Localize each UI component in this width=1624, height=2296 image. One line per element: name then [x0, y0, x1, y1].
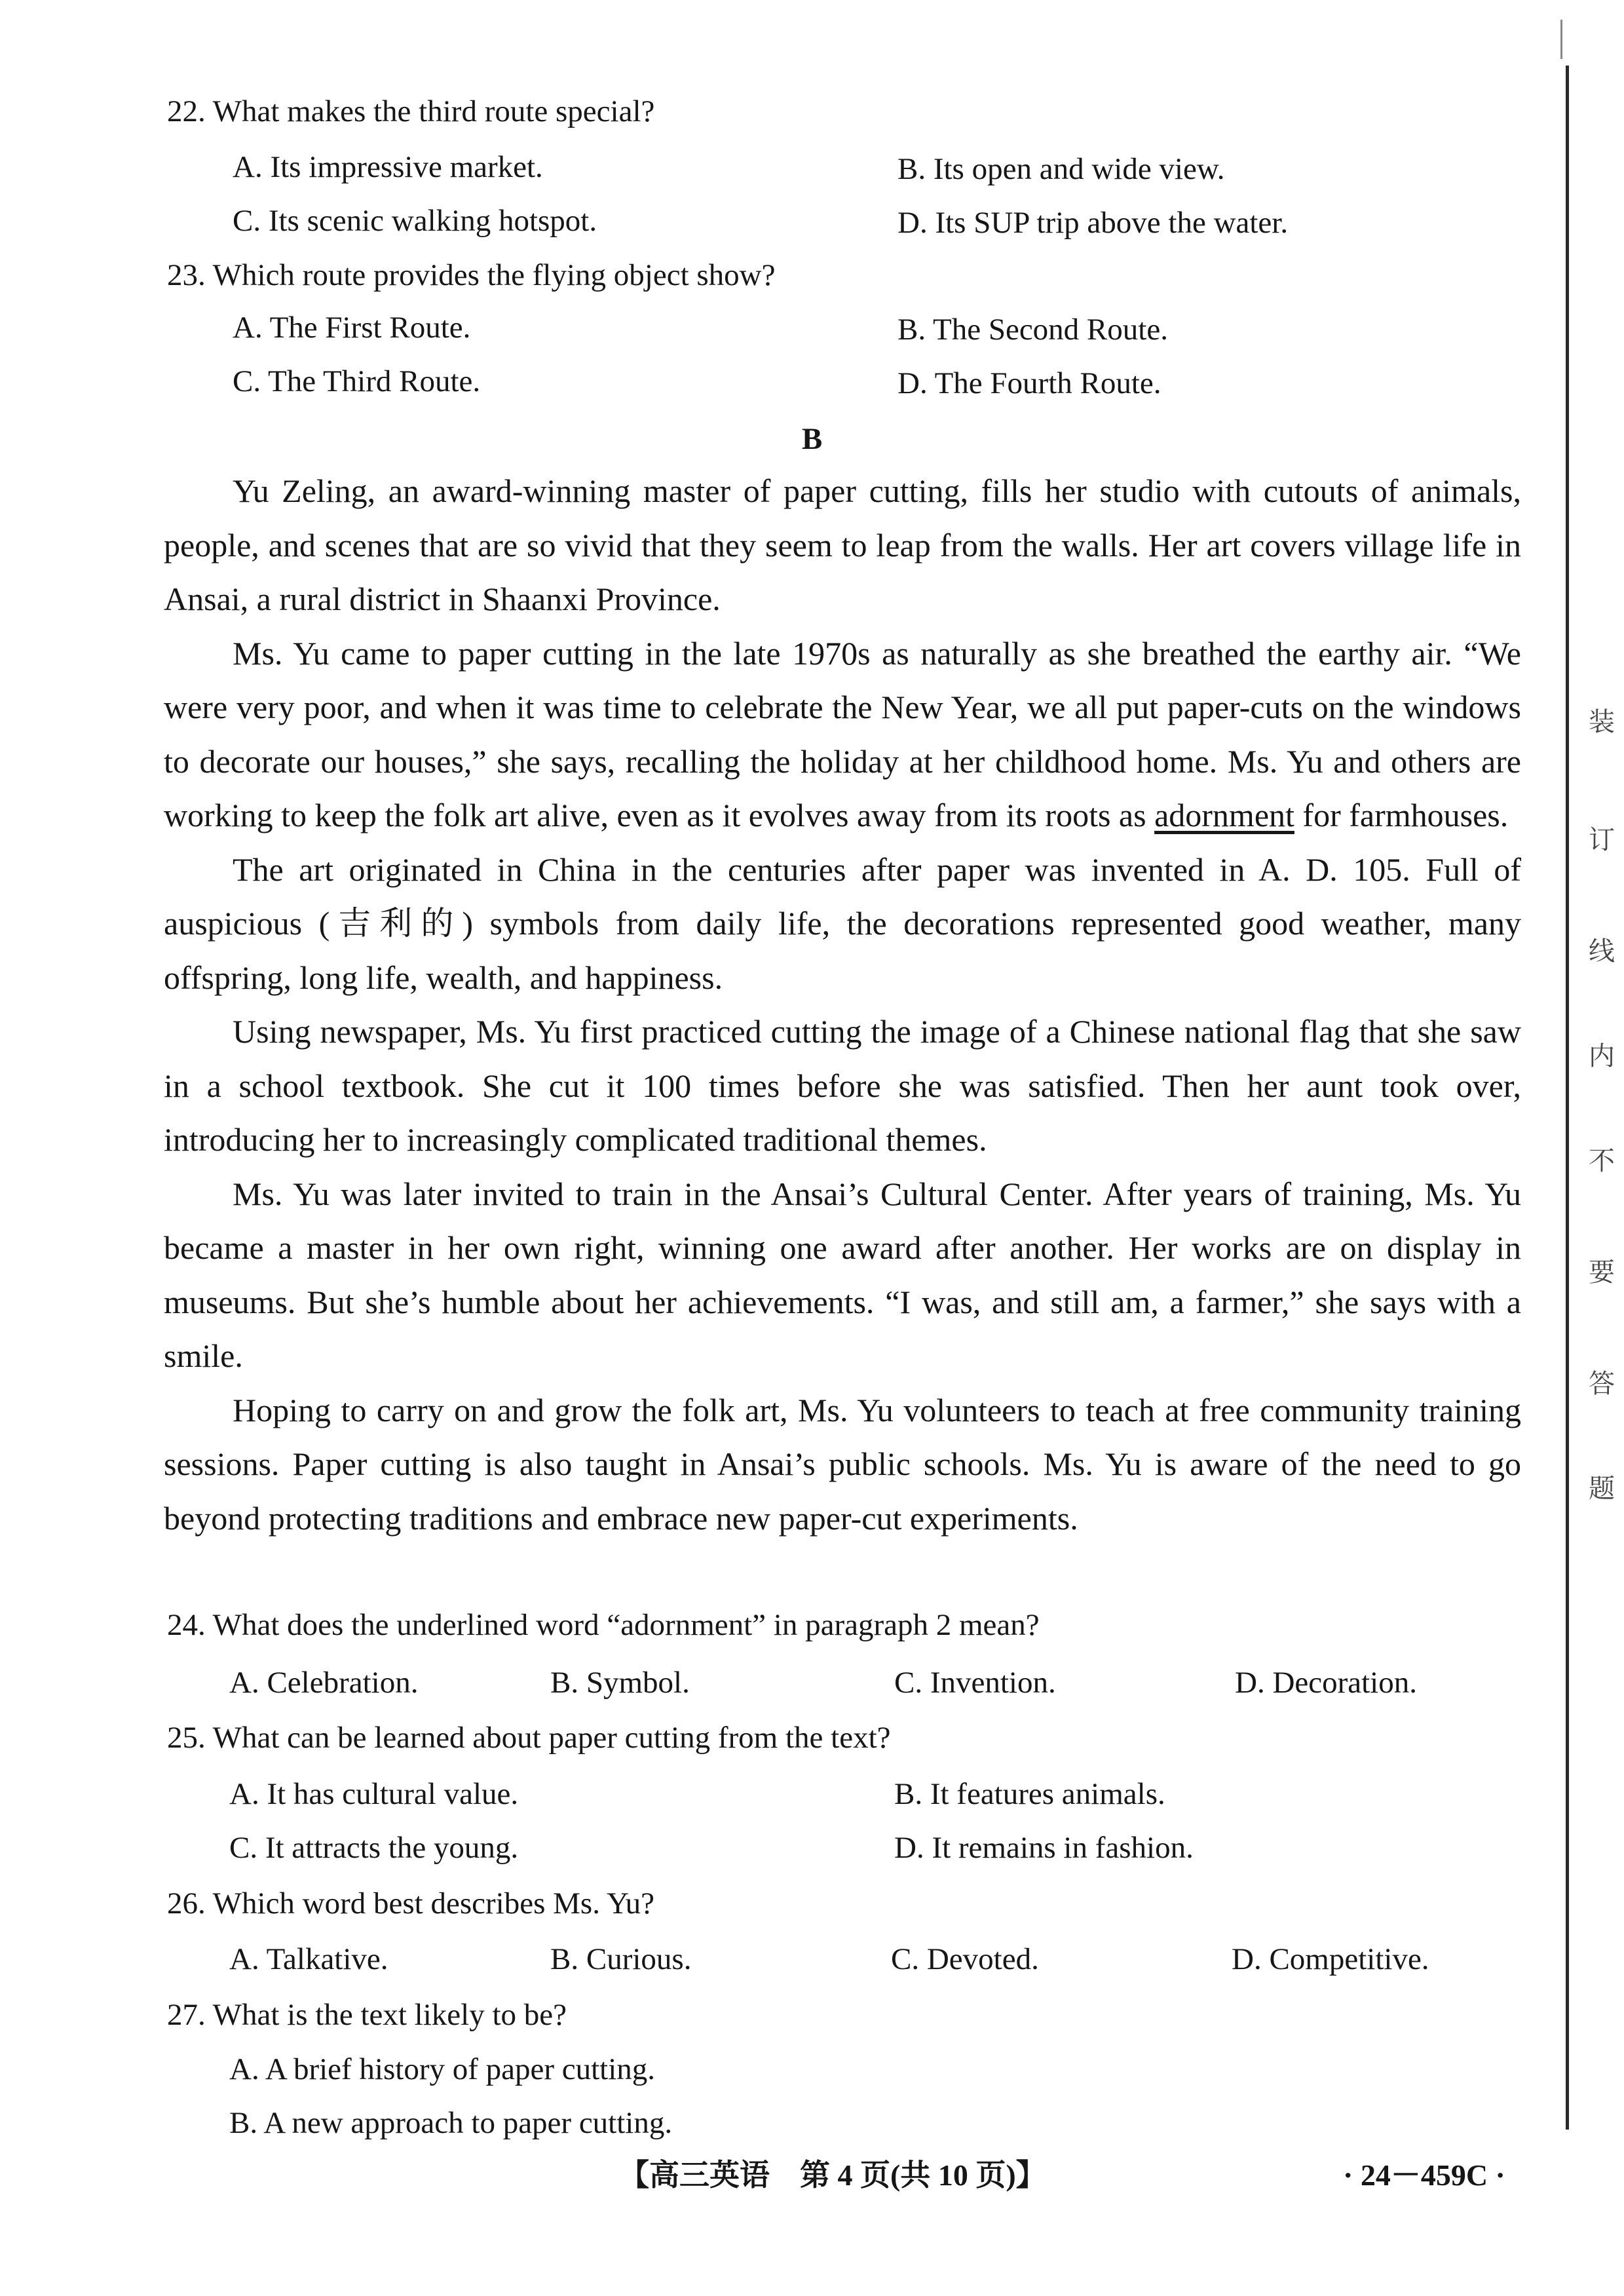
question-23-stem: 23. Which route provides the flying object show? — [167, 258, 776, 292]
binding-char-8: 题 — [1589, 1474, 1615, 1503]
binding-char-5: 不 — [1589, 1146, 1615, 1176]
binding-char-4: 内 — [1589, 1041, 1615, 1071]
question-27-option-a: A. A brief history of paper cutting. — [229, 2052, 656, 2086]
question-22-option-a: A. Its impressive market. — [233, 150, 543, 184]
question-22-option-d: D. Its SUP trip above the water. — [897, 206, 1289, 240]
section-title: B — [801, 422, 823, 456]
paragraph-2-text-after: for farmhouses. — [1294, 797, 1509, 833]
binding-line-top — [1560, 20, 1562, 59]
binding-char-3: 线 — [1589, 936, 1615, 966]
question-24-option-b: B. Symbol. — [550, 1666, 690, 1700]
question-27-option-b: B. A new approach to paper cutting. — [229, 2106, 673, 2140]
paragraph-1: Yu Zeling, an award-winning master of paper cutting, fills her studio with cutouts of animals, people, and scenes that are so vivid that they seem to leap from the walls. Her art covers village life in Ansai, a rural district in Shaanxi Province. — [164, 472, 1521, 617]
question-26-option-b: B. Curious. — [550, 1942, 692, 1976]
paper-code: · 24－459C · — [1343, 2158, 1505, 2192]
question-24-stem: 24. What does the underlined word “adornment” in paragraph 2 mean? — [167, 1608, 1040, 1642]
binding-char-7: 答 — [1589, 1369, 1615, 1398]
question-24-option-c: C. Invention. — [894, 1666, 1056, 1700]
question-23-option-c: C. The Third Route. — [233, 364, 481, 398]
question-25-option-c: C. It attracts the young. — [229, 1831, 519, 1865]
question-26-option-c: C. Devoted. — [891, 1942, 1039, 1976]
question-26-stem: 26. Which word best describes Ms. Yu? — [167, 1886, 655, 1921]
question-25-stem: 25. What can be learned about paper cutting from the text? — [167, 1721, 891, 1755]
question-25-option-b: B. It features animals. — [894, 1777, 1165, 1811]
question-25-option-a: A. It has cultural value. — [229, 1777, 519, 1811]
binding-line — [1566, 66, 1569, 2130]
binding-char-2: 订 — [1589, 825, 1615, 854]
question-24-option-a: A. Celebration. — [229, 1666, 419, 1700]
underlined-word: adornment — [1154, 797, 1294, 833]
question-22-option-b: B. Its open and wide view. — [897, 152, 1225, 186]
paragraph-5: Ms. Yu was later invited to train in the Ansai’s Cultural Center. After years of training, Ms. Yu became a master in her own right, winning one award after another. Her works are on display in museums. But she’s humble about her achievements. “I was, and still am, a farmer,” she says with a smile. — [164, 1175, 1521, 1374]
question-22-stem: 22. What makes the third route special? — [167, 94, 655, 128]
question-23-option-d: D. The Fourth Route. — [897, 366, 1161, 400]
question-22-option-c: C. Its scenic walking hotspot. — [233, 204, 597, 238]
question-26-option-a: A. Talkative. — [229, 1942, 388, 1976]
paragraph-2 — [164, 626, 1521, 843]
paragraph-3: The art originated in China in the centuries after paper was invented in A. D. 105. Full of auspicious (吉利的) symbols from daily life, the decorations represented good weather, many offspring, long life, wealth, and happiness. — [164, 851, 1521, 996]
page-footer: 【高三英语 第 4 页(共 10 页)】 — [619, 2158, 1046, 2192]
question-23-option-b: B. The Second Route. — [897, 313, 1168, 347]
question-24-option-d: D. Decoration. — [1235, 1666, 1417, 1700]
binding-char-1: 装 — [1589, 707, 1615, 737]
paragraph-2-text-before: Ms. Yu came to paper cutting in the late 1970s as naturally as she breathed the earthy air. “We were very poor, and when it was time to celebrate the New Year, we all put paper-cuts on the windows to decorate our houses,” she says, recalling the holiday at her childhood home. Ms. Yu and others are working to keep the folk art alive, even as it evolves away from its roots as — [164, 634, 1521, 833]
question-26-option-d: D. Competitive. — [1232, 1942, 1429, 1976]
question-23-option-a: A. The First Route. — [233, 311, 471, 345]
question-27-stem: 27. What is the text likely to be? — [167, 1998, 567, 2032]
paragraph-6: Hoping to carry on and grow the folk art, Ms. Yu volunteers to teach at free community training sessions. Paper cutting is also taught in Ansai’s public schools. Ms. Yu is aware of the need to go beyond protecting traditions and embrace new paper-cut experiments. — [164, 1391, 1521, 1537]
paragraph-4: Using newspaper, Ms. Yu first practiced cutting the image of a Chinese national flag that she saw in a school textbook. She cut it 100 times before she was satisfied. Then her aunt took over, introducing her to increasingly complicated traditional themes. — [164, 1013, 1521, 1158]
reading-passage — [164, 464, 1521, 1545]
binding-char-6: 要 — [1589, 1257, 1615, 1287]
question-25-option-d: D. It remains in fashion. — [894, 1831, 1194, 1865]
